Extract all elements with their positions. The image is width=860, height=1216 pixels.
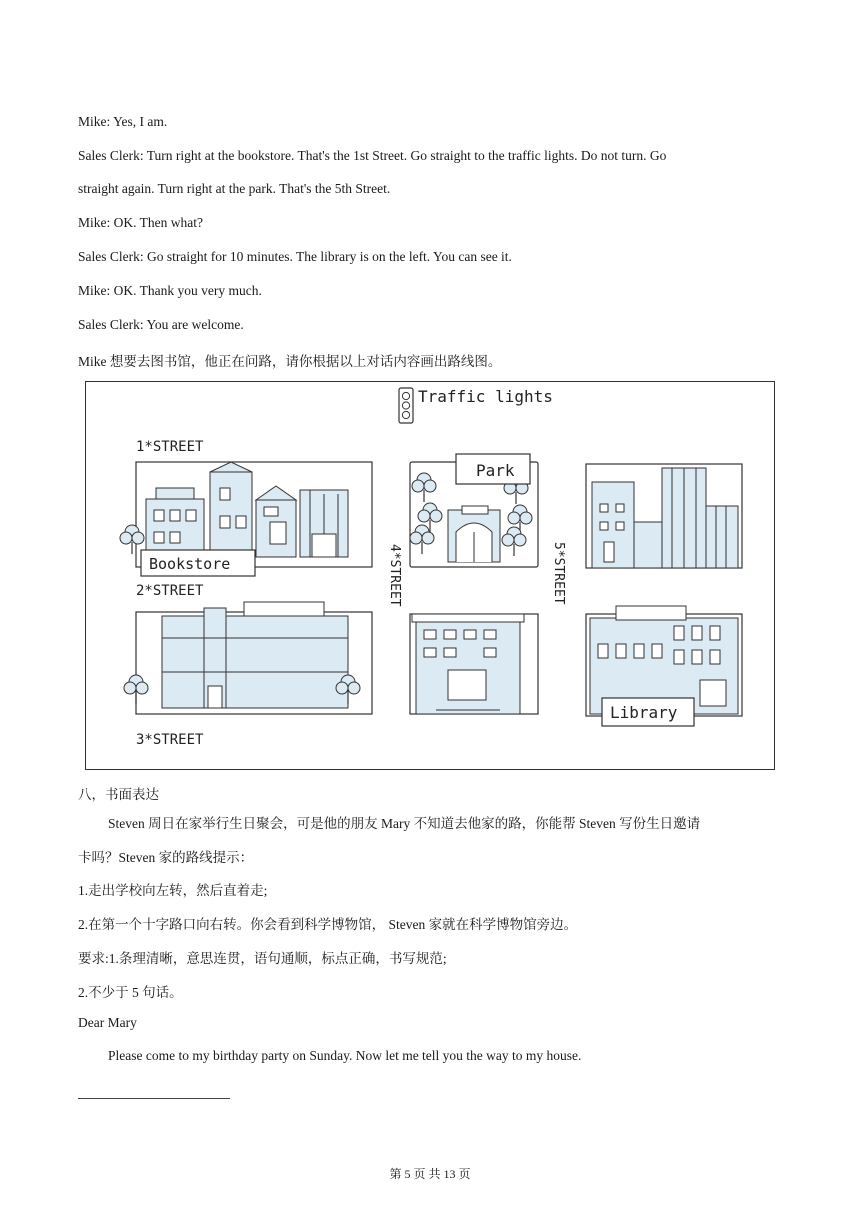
park-sign (456, 454, 530, 484)
library-label: Library (610, 703, 678, 722)
writing-prompt-line2: 卡吗？Steven 家的路线提示： (78, 850, 254, 865)
route-map (85, 381, 775, 770)
street1-label: 1*STREET (136, 439, 204, 455)
dialogue-line-1: Mike: Yes, I am. (78, 114, 168, 129)
answer-blank-line[interactable] (78, 1098, 230, 1099)
park-label: Park (476, 461, 515, 480)
dialogue-line-3: straight again. Turn right at the park. That's the 5th Street. (78, 181, 391, 196)
requirement-2: 2.不少于 5 句话。 (78, 985, 183, 1000)
office-block (586, 464, 742, 568)
dialogue-line-7: Sales Clerk: You are welcome. (78, 317, 244, 332)
dialogue-line-5: Sales Clerk: Go straight for 10 minutes. The library is on the left. You can see it. (78, 249, 512, 264)
street4-label: 4*STREET (387, 544, 402, 607)
section-heading: 八，书面表达 (78, 787, 159, 802)
mall-block (124, 602, 372, 714)
street2-label: 2*STREET (136, 583, 204, 599)
bookstore-label: Bookstore (149, 555, 231, 573)
letter-salutation: Dear Mary (78, 1015, 137, 1030)
school-block (410, 614, 538, 714)
task-instruction: Mike 想要去图书馆，他正在问路，请你根据以上对话内容画出路线图。 (78, 354, 502, 369)
requirement-1: 要求:1.条理清晰，意思连贯，语句通顺，标点正确，书写规范; (78, 951, 447, 966)
dialogue-line-6: Mike: OK. Thank you very much. (78, 283, 262, 298)
letter-opening: Please come to my birthday party on Sunday. Now let me tell you the way to my house. (108, 1048, 582, 1063)
route-hint-1: 1.走出学校向左转，然后直着走; (78, 883, 268, 898)
route-hint-2: 2.在第一个十字路口向右转。你会看到科学博物馆， Steven 家就在科学博物馆旁边。 (78, 917, 578, 932)
library-sign (602, 698, 694, 726)
dialogue-line-4: Mike: OK. Then what? (78, 215, 203, 230)
page-footer: 第 5 页 共 13 页 (389, 1167, 471, 1181)
street5-label: 5*STREET (551, 542, 566, 605)
street3-label: 3*STREET (136, 732, 204, 748)
traffic-lights-label: Traffic lights (418, 387, 553, 406)
writing-prompt-line1: Steven 周日在家举行生日聚会，可是他的朋友 Mary 不知道去他家的路，你能帮 Steven 写份生日邀请 (108, 816, 701, 831)
dialogue-line-2: Sales Clerk: Turn right at the bookstore. That's the 1st Street. Go straight to the traffic lights. Do not turn. Go (78, 148, 667, 163)
bookstore-sign (141, 550, 255, 576)
route-map-drawing (86, 382, 774, 769)
traffic-light-icon (399, 388, 413, 423)
